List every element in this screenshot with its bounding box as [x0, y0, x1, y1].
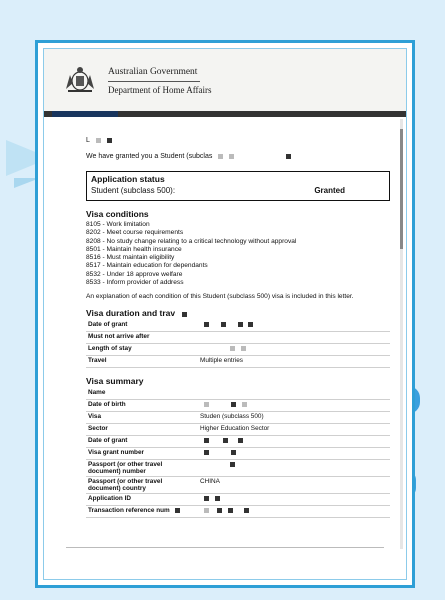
table-row	[86, 477, 390, 494]
redaction-block	[215, 496, 220, 501]
redaction-block	[204, 322, 209, 327]
redaction-block	[223, 438, 228, 443]
redaction-block	[230, 346, 235, 351]
redaction-block	[204, 438, 209, 443]
row-value: Studen (subclass 500)	[198, 412, 390, 424]
table-row	[86, 400, 390, 412]
row-value	[198, 320, 390, 332]
row-value	[198, 436, 390, 448]
table-row	[86, 460, 390, 477]
visa-conditions-title: Visa conditions	[86, 209, 149, 219]
redaction-block	[218, 154, 223, 159]
redaction-block	[242, 402, 247, 407]
row-label: Date of grant	[86, 320, 198, 332]
addressee-line	[86, 137, 390, 149]
conditions-explanation: An explanation of each condition of this Student (subclass 500) visa is included in this letter.	[86, 293, 354, 301]
row-value: CHINA	[198, 477, 390, 494]
condition-item: 8532 - Under 18 approve welfare	[86, 270, 183, 278]
table-row	[86, 412, 390, 424]
redaction-block	[175, 508, 180, 513]
status-label: Student (subclass 500):	[91, 186, 176, 195]
redaction-block	[241, 346, 246, 351]
redaction-block	[107, 138, 112, 143]
scrollbar-thumb[interactable]	[400, 129, 403, 249]
row-label: Length of stay	[86, 344, 198, 356]
condition-item: 8533 - Inform provider of address	[86, 279, 184, 287]
document-frame	[35, 40, 415, 588]
redaction-block	[231, 450, 236, 455]
redaction-block	[286, 154, 291, 159]
letterhead	[44, 49, 406, 111]
visa-summary-table	[86, 388, 390, 518]
letter-content	[86, 129, 390, 518]
row-label: Date of birth	[86, 400, 198, 412]
row-value: Multiple entries	[198, 356, 390, 368]
document-page	[43, 48, 407, 580]
row-label: Name	[86, 388, 198, 400]
table-row	[86, 448, 390, 460]
condition-item: 8202 - Meet course requirements	[86, 229, 184, 237]
visa-duration-title-text: Visa duration and trav	[86, 308, 176, 319]
visa-summary-title: Visa summary	[86, 376, 144, 387]
condition-item: 8516 - Must maintain eligibility	[86, 254, 175, 262]
redaction-block	[248, 322, 253, 327]
table-row	[86, 388, 390, 400]
redaction-block	[231, 402, 236, 407]
row-label-text: Transaction reference num	[88, 507, 170, 515]
application-status-box	[86, 171, 390, 201]
application-status-row	[91, 186, 385, 195]
redaction-block	[96, 138, 101, 143]
redaction-block	[204, 402, 209, 407]
redaction-block	[182, 312, 187, 317]
table-row	[86, 436, 390, 448]
row-value	[198, 344, 390, 356]
table-row	[86, 494, 390, 506]
table-row	[86, 344, 390, 356]
letterhead-rule	[108, 81, 200, 82]
redaction-block	[204, 496, 209, 501]
row-value	[198, 448, 390, 460]
row-value: Higher Education Sector	[198, 424, 390, 436]
condition-item: 8105 - Work limitation	[86, 221, 150, 228]
row-value	[198, 388, 390, 400]
addressee-prefix: L	[86, 137, 90, 144]
redaction-block	[221, 322, 226, 327]
visa-duration-table	[86, 320, 390, 368]
row-value	[198, 400, 390, 412]
row-value	[198, 494, 390, 506]
status-value: Granted	[314, 186, 345, 195]
redaction-block	[244, 508, 249, 513]
intro-text: We have granted you a Student (subclas	[86, 153, 213, 160]
row-label: Sector	[86, 424, 198, 436]
row-value	[198, 460, 390, 477]
row-label: Visa	[86, 412, 198, 424]
application-status-title: Application status	[91, 174, 165, 184]
redaction-block	[204, 450, 209, 455]
row-label: Travel	[86, 356, 198, 368]
row-label	[86, 506, 198, 518]
table-row	[86, 356, 390, 368]
redaction-block	[238, 438, 243, 443]
table-row	[86, 332, 390, 344]
row-label: Visa grant number	[86, 448, 198, 460]
header-bar-accent	[52, 111, 118, 117]
coat-of-arms-icon	[62, 65, 98, 95]
redaction-block	[228, 508, 233, 513]
agency-name: Australian Government	[108, 67, 198, 77]
row-label: Passport (or other travel document) country	[86, 477, 198, 494]
condition-item: 8501 - Maintain health insurance	[86, 245, 182, 253]
row-label: Passport (or other travel document) number	[86, 460, 198, 477]
table-row	[86, 506, 390, 518]
department-name: Department of Home Affairs	[108, 85, 212, 95]
row-label: Date of grant	[86, 436, 198, 448]
footer-divider	[66, 547, 384, 548]
redaction-block	[229, 154, 234, 159]
visa-duration-title	[86, 308, 390, 318]
visa-conditions-list	[86, 221, 390, 287]
table-row	[86, 424, 390, 436]
intro-line	[86, 153, 390, 167]
row-label: Must not arrive after	[86, 332, 198, 344]
redaction-block	[238, 322, 243, 327]
redaction-block	[217, 508, 222, 513]
row-label: Application ID	[86, 494, 198, 506]
table-row	[86, 320, 390, 332]
condition-item: 8517 - Maintain education for dependants	[86, 262, 208, 270]
row-value	[198, 332, 390, 344]
row-value	[198, 506, 390, 518]
redaction-block	[204, 508, 209, 513]
condition-item: 8208 - No study change relating to a critical technology without approval	[86, 237, 297, 245]
redaction-block	[230, 462, 235, 467]
